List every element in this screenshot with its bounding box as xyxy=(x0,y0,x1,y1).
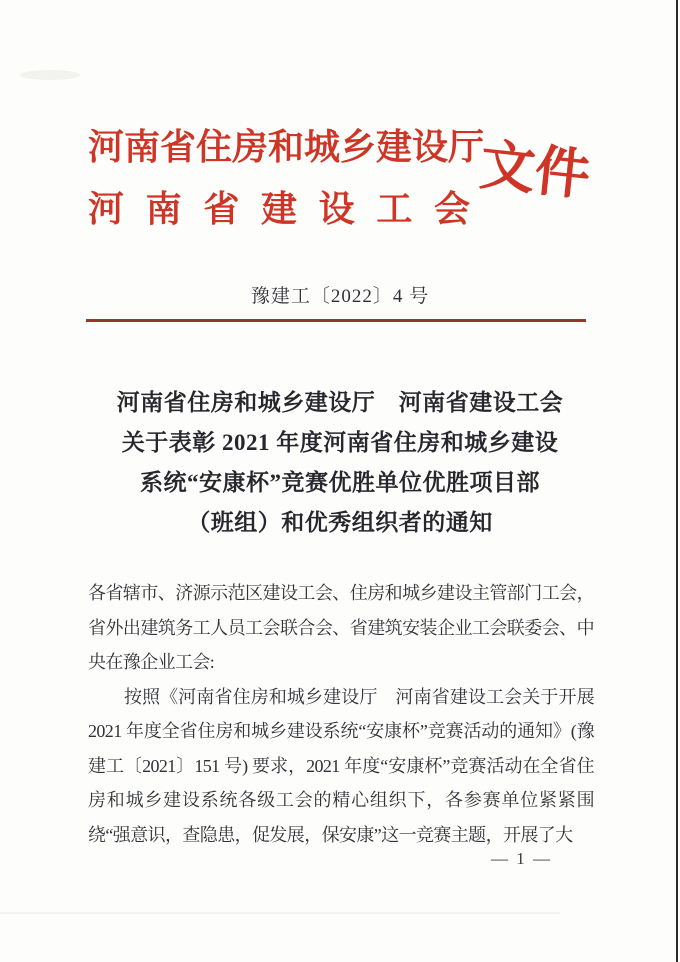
salutation-paragraph: 各省辖市、济源示范区建设工会、住房和城乡建设主管部门工会，省外出建筑务工人员工会联合会、省建筑安装企业工会联委会、中央在豫企业工会: xyxy=(88,583,594,672)
document-number: 豫建工〔2022〕4 号 xyxy=(250,286,430,307)
document-title-line: 河南省住房和城乡建设厅 河南省建设工会 xyxy=(116,390,564,415)
letterhead-divider-rule xyxy=(86,319,586,322)
red-letterhead xyxy=(88,124,598,232)
document-title-line: （班组）和优秀组织者的通知 xyxy=(187,510,493,535)
letterhead-doc-word: 文件 xyxy=(477,134,593,207)
scan-edge-line xyxy=(676,0,678,962)
org-name-line1: 河南省住房和城乡建设厅 xyxy=(88,127,485,167)
document-title-line: 系统“安康杯”竞赛优胜单位优胜项目部 xyxy=(140,470,540,495)
page-number: — 1 — xyxy=(491,849,552,868)
scan-artifact xyxy=(20,70,80,80)
org-name-line2: 河南省建设工会 xyxy=(88,189,470,229)
scan-artifact xyxy=(0,912,560,914)
document-body xyxy=(88,576,594,852)
body-paragraph: 按照《河南省住房和城乡建设厅 河南省建设工会关于开展 2021 年度全省住房和城乡建设系统“安康杯”竞赛活动的通知》(豫建工〔2021〕151 号) 要求，2021 年度“安康杯”竞赛活动在全省住房和城乡建设系统各级工会的精心组织下，各参赛单位紧紧围绕“强意识，查隐患，促发展，保安康”这一竞赛主题，开展了大 xyxy=(88,686,594,845)
document-title-line: 关于表彰 2021 年度河南省住房和城乡建设 xyxy=(121,430,559,455)
document-title xyxy=(55,383,625,543)
